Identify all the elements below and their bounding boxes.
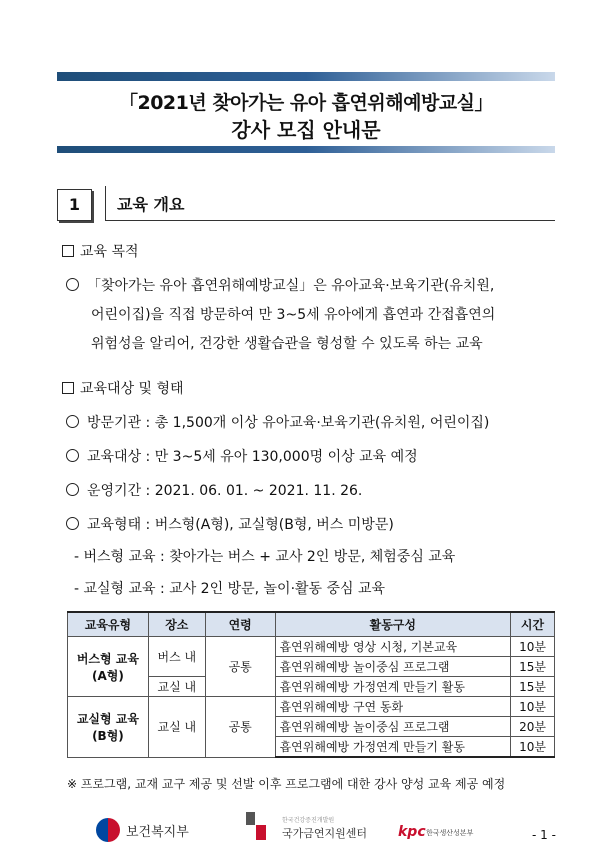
schedule-table bbox=[67, 611, 555, 758]
circle-bullet-icon bbox=[66, 415, 79, 428]
table-header-cell: 연령 bbox=[205, 612, 275, 637]
table-header-cell: 장소 bbox=[148, 612, 205, 637]
type-a-line1: 버스형 교육 bbox=[76, 651, 139, 666]
circle-bullet-icon bbox=[66, 483, 79, 496]
section-separator bbox=[105, 186, 106, 220]
section-title: 교육 개요 bbox=[117, 195, 185, 214]
target-item-3-row bbox=[66, 480, 362, 500]
center-logo-icon bbox=[246, 812, 266, 840]
table-row bbox=[68, 637, 555, 657]
type-a-line2: (A형) bbox=[91, 668, 124, 683]
purpose-line-1-row bbox=[66, 275, 494, 295]
target-item-4: 교육형태 : 버스형(A형), 교실형(B형, 버스 미방문) bbox=[87, 517, 394, 533]
target-subitem-2: - 교실형 교육 : 교사 2인 방문, 놀이·활동 중심 교육 bbox=[74, 581, 386, 597]
time-cell: 10분 bbox=[511, 637, 555, 657]
age-a-cell: 공통 bbox=[205, 637, 275, 697]
footnote: ※ 프로그램, 교재 교구 제공 및 선발 이후 프로그램에 대한 강사 양성 교육 제공 예정 bbox=[67, 777, 506, 791]
section-underline bbox=[105, 220, 555, 221]
purpose-line-1: 「찾아가는 유아 흡연위해예방교실」은 유아교육·보육기관(유치원, bbox=[87, 278, 495, 294]
circle-bullet-icon bbox=[66, 449, 79, 462]
target-item-3: 운영기간 : 2021. 06. 01. ~ 2021. 11. 26. bbox=[87, 483, 363, 499]
place-bus-cell: 버스 내 bbox=[148, 637, 205, 677]
type-b-line1: 교실형 교육 bbox=[76, 711, 139, 726]
page-number: - 1 - bbox=[532, 828, 556, 842]
target-heading-row bbox=[62, 378, 184, 398]
activity-cell: 흡연위해예방 놀이중심 프로그램 bbox=[275, 657, 510, 677]
title-top-bar bbox=[57, 72, 555, 81]
time-cell: 10분 bbox=[511, 737, 555, 758]
purpose-line-2: 어린이집)을 직접 방문하여 만 3~5세 유아에게 흡연과 간접흡연의 bbox=[91, 307, 496, 323]
center-logo-subtext: 한국건강증진개발원 bbox=[282, 817, 335, 824]
type-a-cell bbox=[68, 637, 149, 697]
activity-cell: 흡연위해예방 가정연계 만들기 활동 bbox=[275, 677, 510, 697]
purpose-heading-row bbox=[62, 241, 139, 261]
time-cell: 15분 bbox=[511, 657, 555, 677]
table-header-row bbox=[68, 612, 555, 637]
kpc-logo-mark: kpc bbox=[398, 824, 426, 840]
activity-cell: 흡연위해예방 영상 시청, 기본교육 bbox=[275, 637, 510, 657]
time-cell: 15분 bbox=[511, 677, 555, 697]
ministry-logo-text: 보건복지부 bbox=[126, 825, 189, 840]
page-title-line2: 강사 모집 안내문 bbox=[231, 118, 381, 142]
table-header-cell: 교육유형 bbox=[68, 612, 149, 637]
target-item-1: 방문기관 : 총 1,500개 이상 유아교육·보육기관(유치원, 어린이집) bbox=[87, 415, 490, 431]
target-item-2: 교육대상 : 만 3~5세 유아 130,000명 이상 교육 예정 bbox=[87, 449, 418, 465]
circle-bullet-icon bbox=[66, 517, 79, 530]
target-item-2-row bbox=[66, 446, 418, 466]
target-item-1-row bbox=[66, 412, 489, 432]
table-header-cell: 활동구성 bbox=[275, 612, 510, 637]
activity-cell: 흡연위해예방 가정연계 만들기 활동 bbox=[275, 737, 510, 758]
time-cell: 10분 bbox=[511, 697, 555, 717]
taegeuk-logo-icon bbox=[96, 818, 120, 842]
table-row bbox=[68, 697, 555, 717]
purpose-line-3: 위험성을 알리어, 건강한 생활습관을 형성할 수 있도록 하는 교육 bbox=[91, 336, 483, 352]
target-subitem-1: - 버스형 교육 : 찾아가는 버스 + 교사 2인 방문, 체험중심 교육 bbox=[74, 549, 456, 565]
target-item-4-row bbox=[66, 514, 394, 534]
time-cell: 20분 bbox=[511, 717, 555, 737]
square-bullet-icon bbox=[62, 382, 74, 394]
kpc-logo-text: 한국생산성본부 bbox=[426, 829, 474, 837]
activity-cell: 흡연위해예방 놀이중심 프로그램 bbox=[275, 717, 510, 737]
title-bottom-bar bbox=[57, 146, 555, 153]
target-heading: 교육대상 및 형태 bbox=[80, 381, 184, 397]
activity-cell: 흡연위해예방 구연 동화 bbox=[275, 697, 510, 717]
table-header-cell: 시간 bbox=[511, 612, 555, 637]
type-b-line2: (B형) bbox=[92, 728, 124, 743]
circle-bullet-icon bbox=[66, 278, 79, 291]
place-class-cell: 교실 내 bbox=[148, 677, 205, 697]
purpose-heading: 교육 목적 bbox=[80, 244, 139, 260]
page-title-line1: 「2021년 찾아가는 유아 흡연위해예방교실」 bbox=[118, 92, 494, 114]
place-class-b-cell: 교실 내 bbox=[148, 697, 205, 758]
age-b-cell: 공통 bbox=[205, 697, 275, 758]
section-number: 1 bbox=[57, 189, 92, 221]
type-b-cell bbox=[68, 697, 149, 758]
center-logo-text: 국가금연지원센터 bbox=[282, 827, 368, 840]
square-bullet-icon bbox=[62, 245, 74, 257]
